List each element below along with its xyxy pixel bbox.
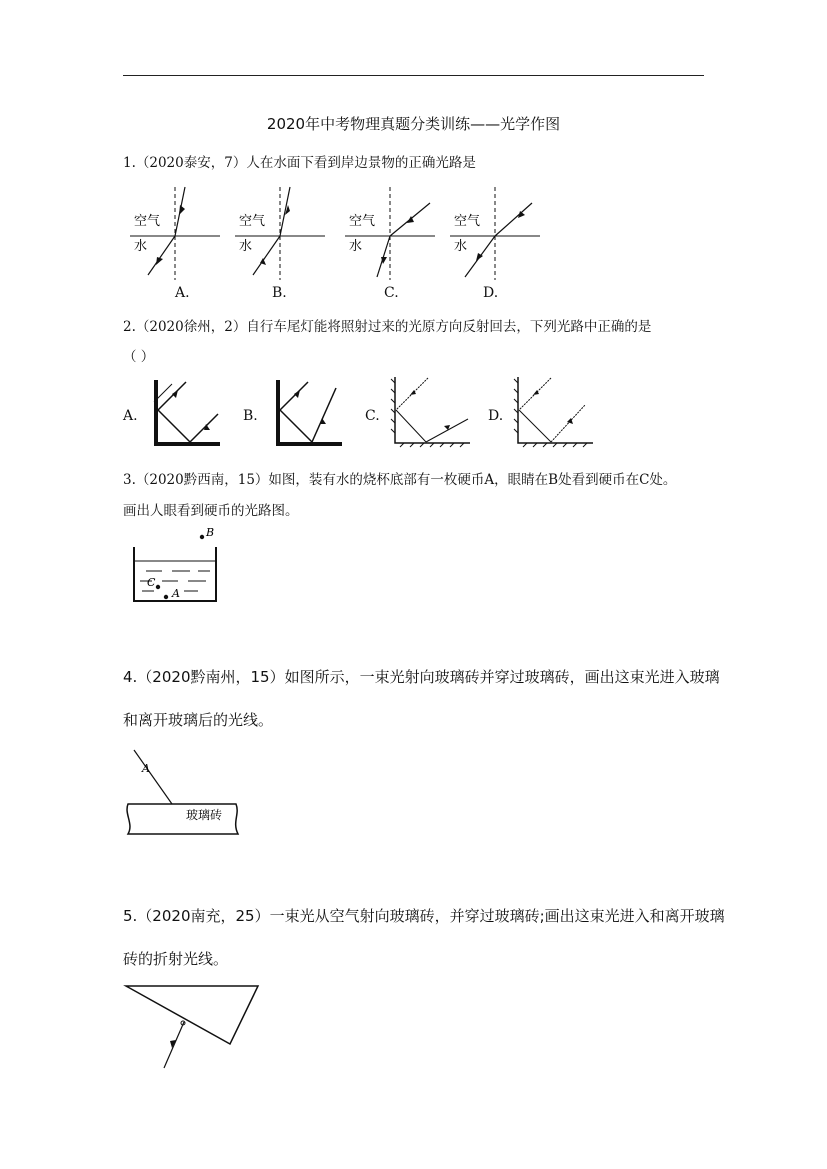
question-3-text-line1: 3.（2020黔西南，15）如图，装有水的烧杯底部有一枚硬币A，眼睛在B处看到硬币在C处。 bbox=[123, 472, 677, 488]
question-5-text-line1: 5.（2020南充，25）一束光从空气射向玻璃砖，并穿过玻璃砖;画出这束光进入和离开玻璃 bbox=[123, 907, 725, 925]
question-1-text: 1.（2020泰安，7）人在水面下看到岸边景物的正确光路是 bbox=[123, 155, 476, 171]
q2-option-d: D. bbox=[488, 408, 504, 424]
arrow-icon bbox=[172, 390, 178, 398]
arrow-icon bbox=[156, 257, 163, 265]
question-4-text-line2: 和离开玻璃后的光线。 bbox=[123, 711, 274, 729]
q2-diagram-d bbox=[513, 375, 598, 447]
q1-diagram-c bbox=[345, 185, 440, 280]
question-4-text-line1: 4.（2020黔南州，15）如图所示，一束光射向玻璃砖并穿过玻璃砖，画出这束光进入玻璃 bbox=[123, 668, 720, 686]
arrow-icon bbox=[179, 205, 185, 215]
air-label: 空气 bbox=[134, 214, 161, 229]
water-label: 水 bbox=[239, 239, 253, 254]
point-a-label: A bbox=[172, 587, 180, 600]
point-b-label: B bbox=[206, 526, 215, 539]
q2-diagram-a bbox=[150, 378, 230, 448]
q2-diagram-b bbox=[270, 378, 350, 448]
q4-glass-diagram bbox=[124, 744, 242, 840]
header-rule bbox=[123, 75, 704, 76]
air-label: 空气 bbox=[239, 214, 266, 229]
page-title: 2020年中考物理真题分类训练——光学作图 bbox=[266, 115, 561, 133]
q1-option-a: A. bbox=[175, 285, 190, 301]
point-c-label: C bbox=[147, 576, 156, 589]
question-2-text: 2.（2020徐州，2）自行车尾灯能将照射过来的光原方向反射回去，下列光路中正确的是 bbox=[123, 319, 652, 335]
glass-label: 玻璃砖 bbox=[186, 808, 223, 822]
q1-option-b: B. bbox=[272, 285, 287, 301]
q2-option-a: A. bbox=[123, 408, 138, 424]
q1-diagram-b bbox=[235, 185, 330, 280]
q1-option-c: C. bbox=[384, 285, 399, 301]
answer-blank: （ ） bbox=[123, 349, 155, 365]
q5-glass-diagram bbox=[124, 982, 264, 1072]
q1-option-d: D. bbox=[483, 285, 499, 301]
q1-diagram-d bbox=[450, 185, 545, 280]
air-label: 空气 bbox=[454, 214, 481, 229]
q2-diagram-c bbox=[390, 375, 475, 447]
air-label: 空气 bbox=[349, 214, 376, 229]
ray-a-label: A bbox=[142, 762, 150, 775]
q2-option-c: C. bbox=[365, 408, 380, 424]
question-3-text-line2: 画出人眼看到硬币的光路图。 bbox=[123, 503, 299, 519]
q1-diagram-a bbox=[130, 185, 225, 280]
q3-beaker-diagram bbox=[128, 525, 228, 607]
arrow-icon bbox=[294, 390, 300, 398]
water-label: 水 bbox=[349, 239, 363, 254]
water-label: 水 bbox=[134, 239, 148, 254]
water-label: 水 bbox=[454, 239, 468, 254]
question-5-text-line2: 砖的折射光线。 bbox=[123, 950, 229, 968]
q2-option-b: B. bbox=[243, 408, 258, 424]
